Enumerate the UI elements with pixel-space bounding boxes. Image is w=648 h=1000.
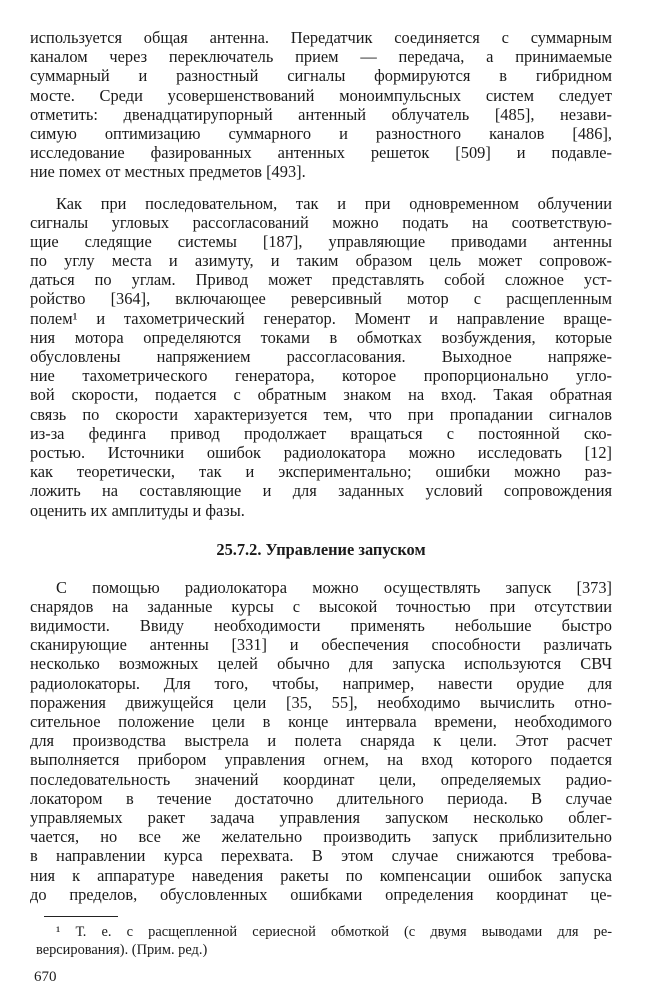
section-heading: 25.7.2. Управление запуском — [216, 539, 426, 559]
footnote-divider — [44, 916, 118, 917]
text-line: ние помех от местных предметов [493]. — [30, 162, 306, 182]
text-line: ние тахометрического генератора, которое пропорционально угло- — [30, 366, 612, 386]
footnote-line: версирования). (Прим. ред.) — [36, 941, 208, 958]
text-line: ния к аппаратуре наведения ракеты по компенсации ошибок запуска — [30, 865, 612, 885]
text-line: сканирующие антенны [331] и обеспечения способности различать — [30, 635, 612, 655]
footnote — [30, 923, 612, 959]
page-number: 670 — [34, 968, 57, 985]
text-line: ния мотора определяются токами в обмотках возбуждения, которые — [30, 327, 612, 347]
book-page — [30, 28, 612, 986]
text-line: в направлении курса перехвата. В этом случае снижаются требова- — [30, 846, 612, 866]
text-line: последовательность значений координат цели, определяемых радио- — [30, 769, 612, 789]
paragraph-2 — [30, 194, 612, 520]
text-line: сительное положение цели в конце интервала времени, необходимого — [30, 712, 612, 731]
text-line: ростью. Источники ошибок радиолокатора можно исследовать [12] — [30, 442, 612, 462]
text-line: связь по скорости характеризуется тем, что при пропадании сигналов — [30, 404, 612, 424]
text-line: отметить: двенадцатирупорный антенный облучатель [485], незави- — [30, 104, 612, 124]
text-line: выполняется прибором управления огнем, на вход которого подается — [30, 750, 612, 770]
text-line: даться по углам. Привод может представлять собой сложное уст- — [30, 270, 612, 290]
text-line: мосте. Среди усовершенствований моноимпульсных систем следует — [30, 85, 612, 105]
text-line: Как при последовательном, так и при одновременном облучении — [56, 193, 612, 213]
paragraph-1 — [30, 28, 612, 182]
text-line: С помощью радиолокатора можно осуществлять запуск [373] — [56, 577, 612, 597]
paragraph-3 — [30, 578, 612, 904]
text-line: симую оптимизацию суммарного и разностного каналов [486], — [30, 123, 612, 143]
footnote-line: ¹ Т. е. с расщепленной сериесной обмоткой (с двумя выводами для ре- — [56, 923, 612, 940]
text-line: из-за фединга привод продолжает вращаться с постоянной ско- — [30, 423, 612, 443]
text-line: щие следящие системы [187], управляющие приводами антенны — [30, 231, 612, 251]
text-line: радиолокаторы. Для того, чтобы, например, навести орудие для — [30, 673, 612, 693]
text-line: ройство [364], включающее реверсивный мотор с расщепленным — [30, 289, 612, 309]
text-line: исследование фазированных антенных решеток [509] и подавле- — [30, 143, 612, 163]
text-line: несколько возможных целей обычно для запуска используются СВЧ — [30, 654, 612, 674]
text-line: по углу места и азимуту, и таким образом цель может сопровож- — [30, 251, 612, 271]
text-line: оценить их амплитуды и фазы. — [30, 500, 245, 520]
text-line: поражения движущейся цели [35, 55], необходимо вычислить отно- — [30, 692, 612, 712]
text-line: используется общая антенна. Передатчик соединяется с суммарным — [30, 28, 612, 47]
text-line: ложить на составляющие и для заданных условий сопровождения — [30, 481, 612, 501]
text-line: суммарный и разностный сигналы формируются в гибридном — [30, 66, 612, 86]
text-line: до пределов, обусловленных ошибками определения координат це- — [30, 884, 612, 904]
text-line: управляемых ракет задача управления запуском несколько облег- — [30, 807, 612, 827]
text-line: видимости. Ввиду необходимости применять небольшие быстро — [30, 616, 612, 636]
text-line: каналом через переключатель прием — передача, а принимаемые — [30, 47, 612, 67]
text-line: вой скорости, подается с обратным знаком на вход. Такая обратная — [30, 385, 612, 405]
text-line: сигналы угловых рассогласований можно подать на соответствую- — [30, 212, 612, 232]
text-line: обусловлены напряжением рассогласования. Выходное напряже- — [30, 347, 612, 366]
text-line: снарядов на заданные курсы с высокой точностью при отсутствии — [30, 596, 612, 616]
text-line: как теоретически, так и экспериментально; ошибки можно раз- — [30, 462, 612, 482]
text-line: для производства выстрела и полета снаряда к цели. Этот расчет — [30, 731, 612, 751]
text-line: полем¹ и тахометрический генератор. Момент и направление враще- — [30, 308, 612, 328]
text-line: локатором в течение достаточно длительного периода. В случае — [30, 788, 612, 808]
text-line: чается, но все же желательно производить запуск приблизительно — [30, 827, 612, 847]
